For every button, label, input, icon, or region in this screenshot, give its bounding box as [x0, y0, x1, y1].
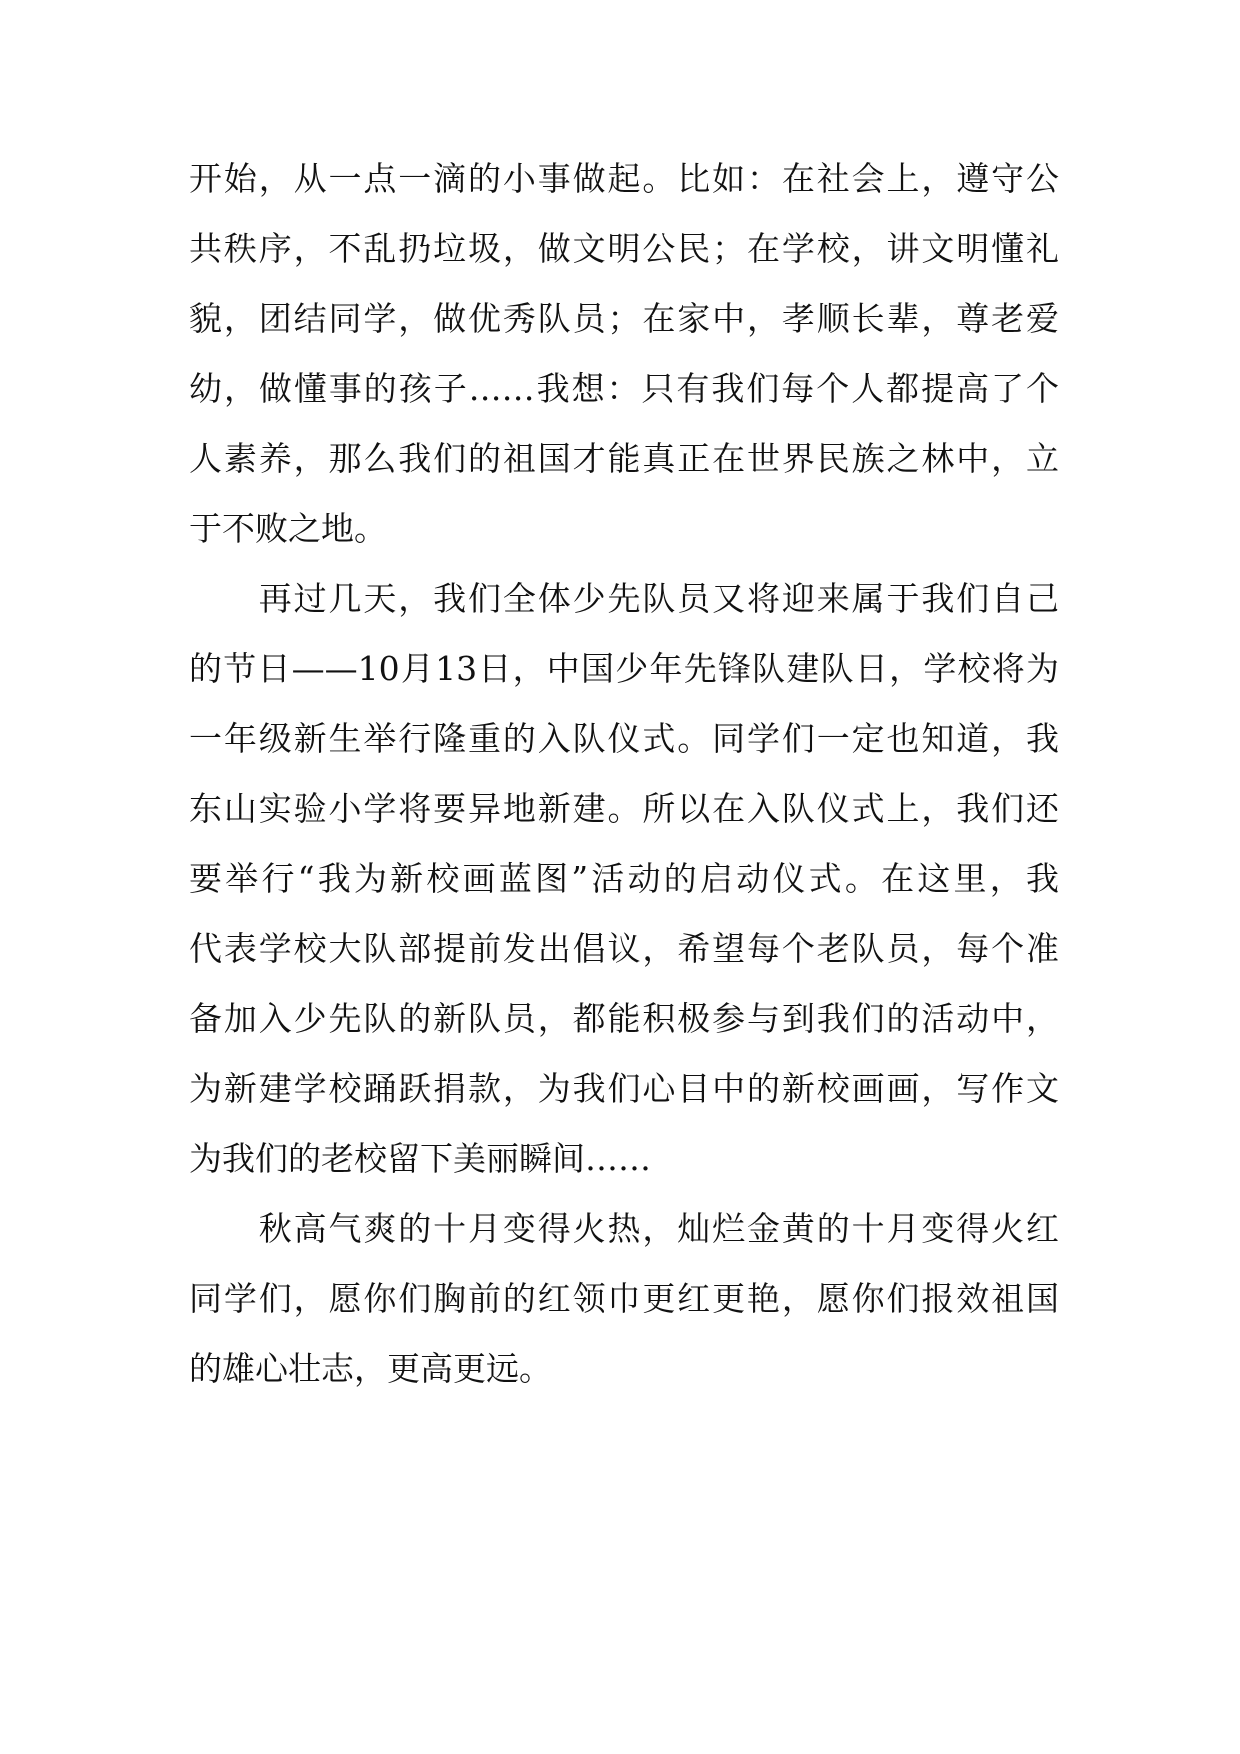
text-line: 要举行“我为新校画蓝图”活动的启动仪式。在这里，我 — [189, 859, 1059, 898]
text-line: 的节日——10月13日，中国少年先锋队建队日，学校将为 — [189, 649, 1059, 688]
text-line: 备加入少先队的新队员，都能积极参与到我们的活动中， — [189, 999, 1059, 1038]
text-line: 一年级新生举行隆重的入队仪式。同学们一定也知道，我 — [189, 719, 1059, 758]
text-line: 幼，做懂事的孩子……我想：只有我们每个人都提高了个 — [189, 369, 1059, 408]
text-line: 同学们，愿你们胸前的红领巾更红更艳，愿你们报效祖国 — [189, 1279, 1059, 1318]
text-line: 于不败之地。 — [189, 509, 387, 548]
text-line: 开始，从一点一滴的小事做起。比如：在社会上，遵守公 — [189, 159, 1059, 198]
paragraph-first-line: 再过几天，我们全体少先队员又将迎来属于我们自己 — [189, 579, 1059, 618]
text-line: 为我们的老校留下美丽瞬间…… — [189, 1139, 651, 1178]
paragraph-first-line: 秋高气爽的十月变得火热，灿烂金黄的十月变得火红 — [189, 1209, 1059, 1248]
text-line: 代表学校大队部提前发出倡议，希望每个老队员，每个准 — [189, 929, 1059, 968]
text-line: 的雄心壮志，更高更远。 — [189, 1349, 552, 1388]
text-line: 为新建学校踊跃捐款，为我们心目中的新校画画，写作文 — [189, 1069, 1059, 1108]
text-line: 貌，团结同学，做优秀队员；在家中，孝顺长辈，尊老爱 — [189, 299, 1059, 338]
text-line: 共秩序，不乱扔垃圾，做文明公民；在学校，讲文明懂礼 — [189, 229, 1059, 268]
text-line: 东山实验小学将要异地新建。所以在入队仪式上，我们还 — [189, 789, 1059, 828]
text-line: 人素养，那么我们的祖国才能真正在世界民族之林中，立 — [189, 439, 1059, 478]
